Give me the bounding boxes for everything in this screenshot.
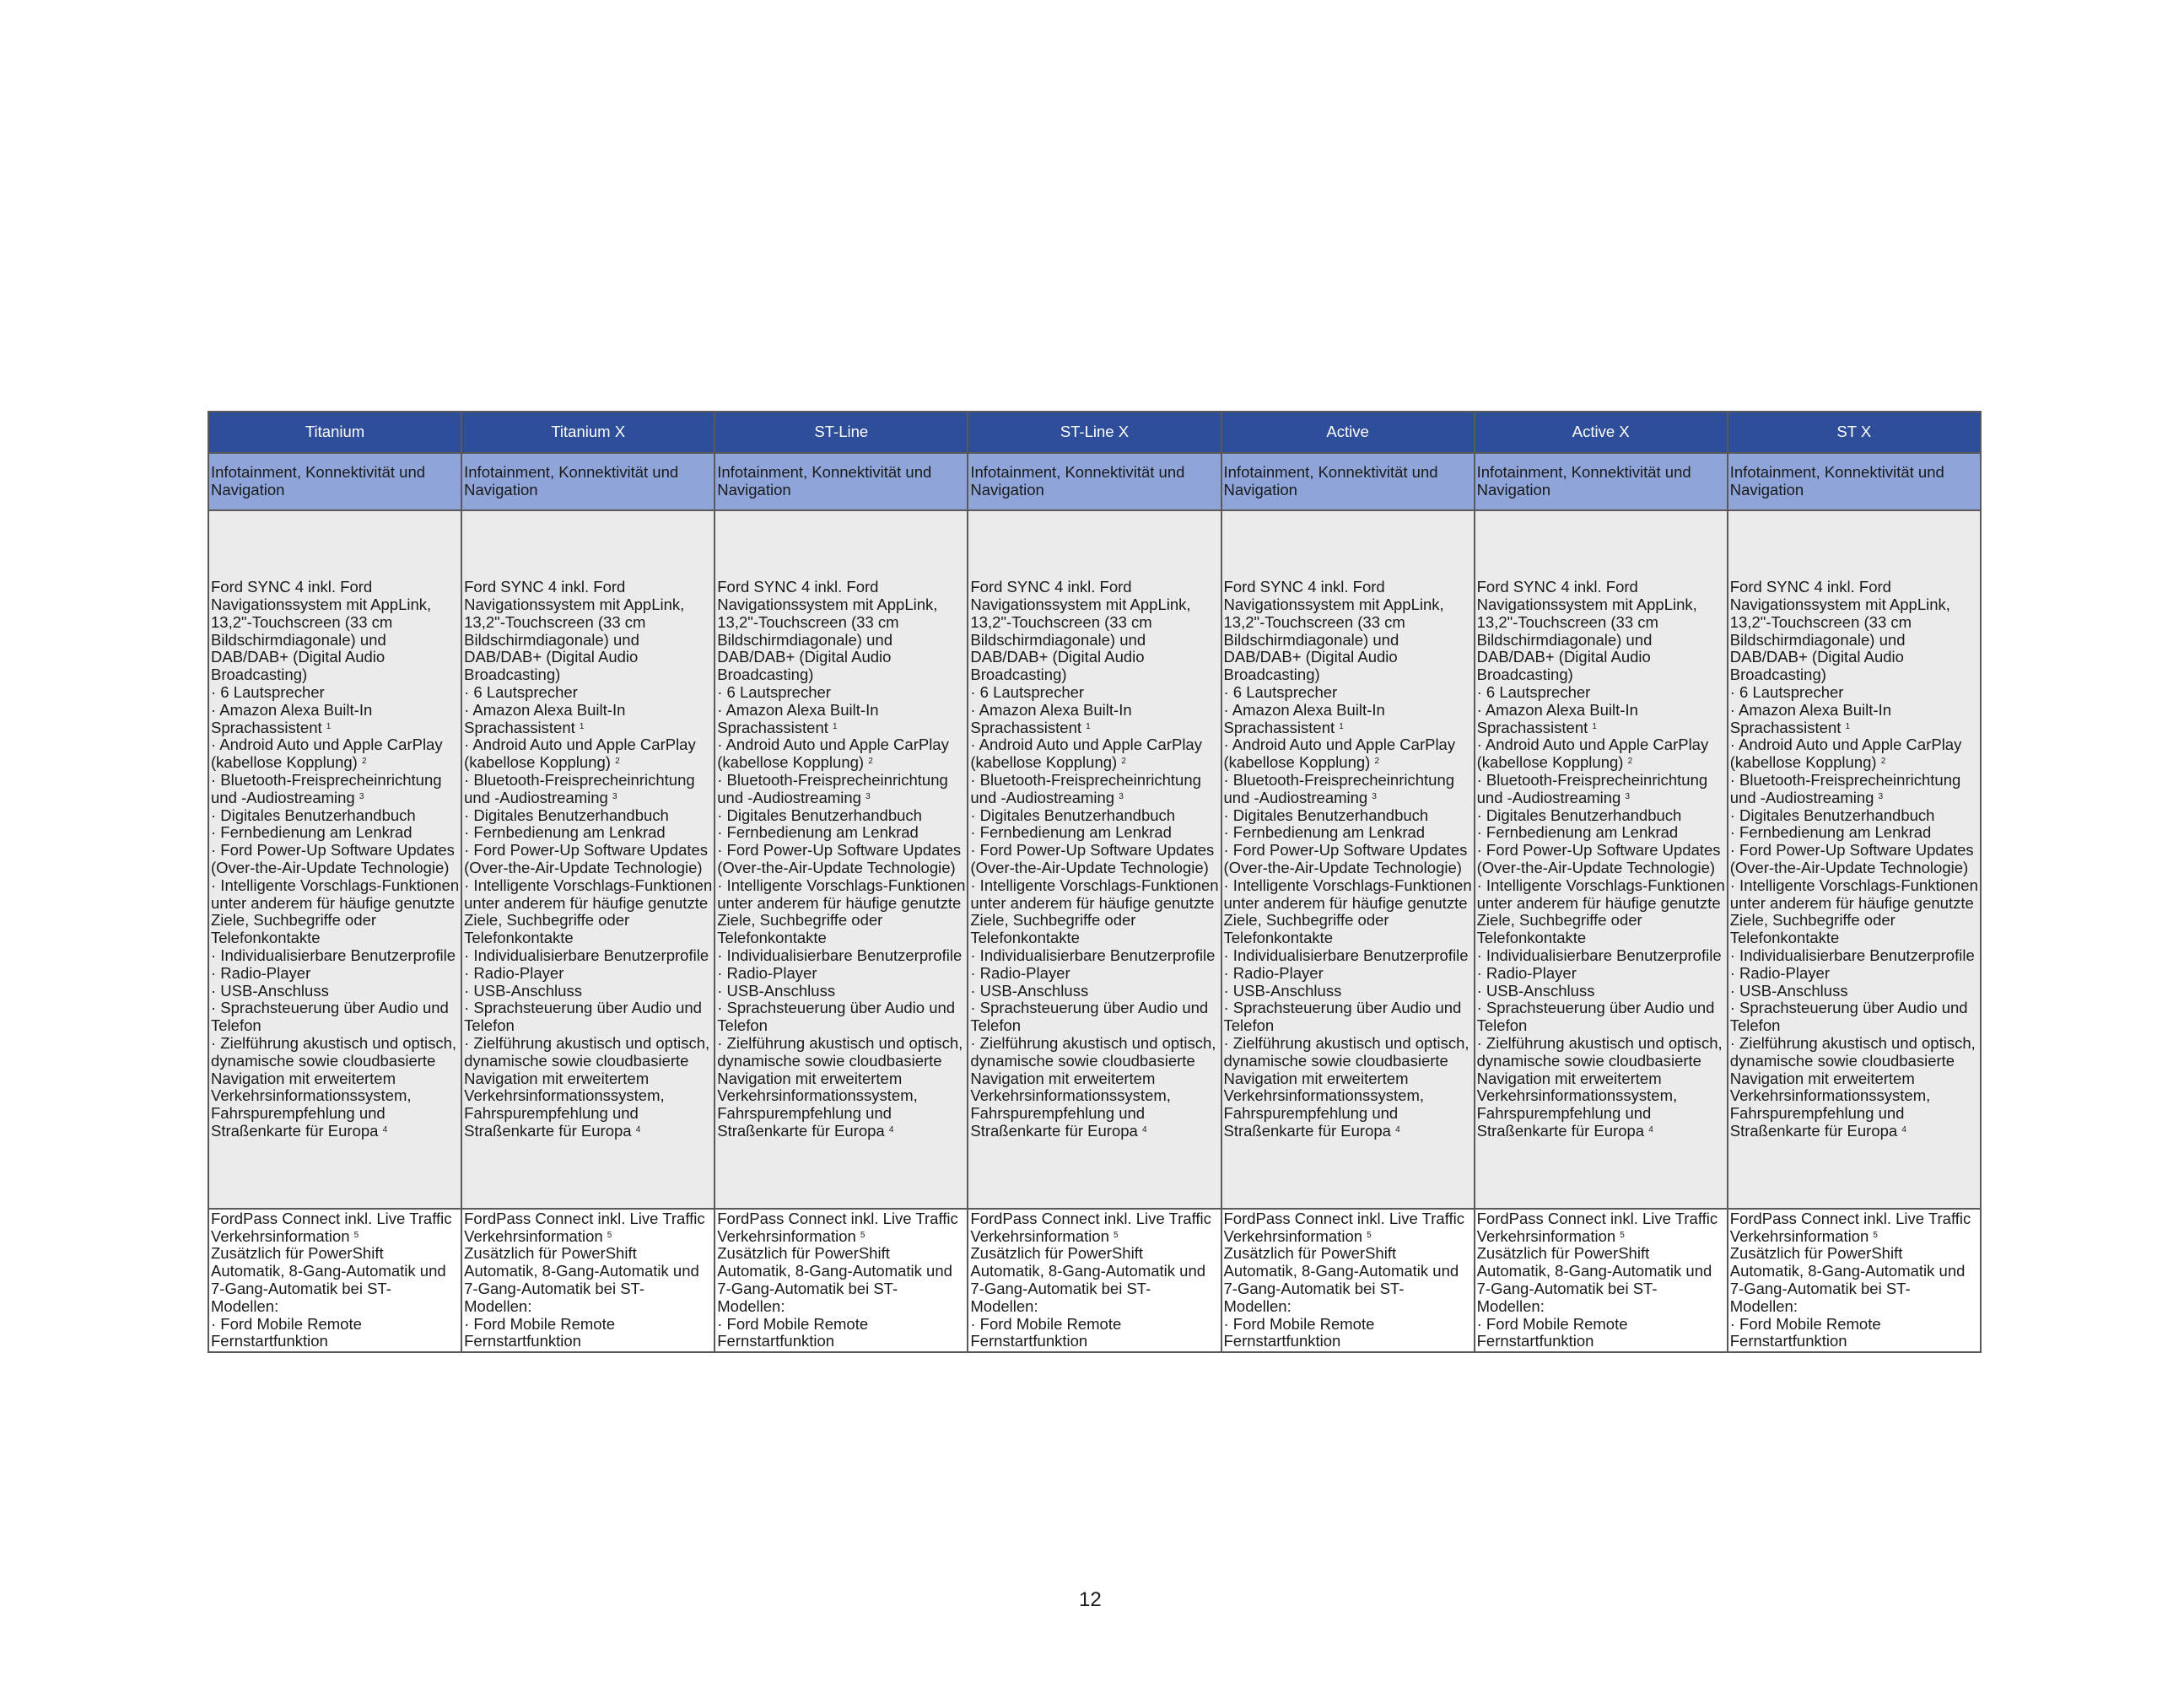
fordpass-connect-text: FordPass Connect inkl. Live Traffic Verkehrsinformation — [211, 1209, 452, 1245]
footnote-marker: 2 — [1374, 757, 1380, 767]
feature-item: · Zielführung akustisch und optisch, dynamische sowie cloudbasierte Navigation mit erweitertem Verkehrsinformationssystem, Fahrspurempfehlung und Straßenkarte für Europa — [211, 1033, 457, 1140]
feature-item: · Digitales Benutzerhandbuch — [211, 806, 416, 824]
fordpass-connect-text: FordPass Connect inkl. Live Traffic Verkehrsinformation — [970, 1209, 1211, 1245]
features-intro: Ford SYNC 4 inkl. Ford Navigationssystem mit AppLink, 13,2"-Touchscreen (33 cm Bildschirmdiagonale) und DAB/DAB+ (Digital Audio Broadcasting) — [1223, 578, 1444, 684]
footnote-marker: 4 — [1901, 1124, 1906, 1135]
trim-header-row — [208, 412, 1981, 453]
feature-item: · USB-Anschluss — [211, 981, 329, 1000]
footnote-marker: 1 — [326, 721, 332, 731]
feature-item: · 6 Lautsprecher — [970, 683, 1085, 702]
features-cell — [1728, 510, 1981, 1209]
footnote-marker: 5 — [353, 1230, 359, 1240]
feature-item: · Fernbedienung am Lenkrad — [717, 823, 919, 842]
feature-item: · USB-Anschluss — [1223, 981, 1342, 1000]
footnote-marker: 3 — [866, 791, 871, 801]
features-intro: Ford SYNC 4 inkl. Ford Navigationssystem mit AppLink, 13,2"-Touchscreen (33 cm Bildschirmdiagonale) und DAB/DAB+ (Digital Audio Broadcasting) — [464, 578, 685, 684]
feature-item: · Intelligente Vorschlags-Funktionen unter anderem für häufige genutzte Ziele, Suchbegriffe oder Telefonkontakte — [1476, 876, 1725, 947]
feature-item: · Digitales Benutzerhandbuch — [1729, 806, 1935, 824]
footnote-marker: 2 — [1121, 757, 1126, 767]
features-text — [464, 579, 712, 1140]
feature-item: · Fernbedienung am Lenkrad — [1223, 823, 1426, 842]
feature-item: · 6 Lautsprecher — [464, 683, 578, 702]
feature-item: · USB-Anschluss — [464, 981, 582, 1000]
feature-item: · Android Auto und Apple CarPlay (kabellose Kopplung) — [1476, 736, 1709, 772]
feature-item: · 6 Lautsprecher — [717, 683, 831, 702]
footnote-marker: 5 — [607, 1230, 612, 1240]
feature-item: · Amazon Alexa Built-In Sprachassistent — [1223, 700, 1385, 736]
feature-item: · Fernbedienung am Lenkrad — [211, 823, 413, 842]
footnote-marker: 1 — [1339, 721, 1344, 731]
feature-item: · Fernbedienung am Lenkrad — [1729, 823, 1932, 842]
feature-item: · Sprachsteuerung über Audio und Telefon — [1476, 999, 1715, 1035]
footnote-marker: 1 — [1086, 721, 1091, 731]
feature-item: · 6 Lautsprecher — [1729, 683, 1844, 702]
feature-item: · Fernbedienung am Lenkrad — [1476, 823, 1679, 842]
feature-item: · Sprachsteuerung über Audio und Telefon — [211, 999, 449, 1035]
connectivity-cell — [1475, 1209, 1728, 1352]
fordpass-connect-text: FordPass Connect inkl. Live Traffic Verkehrsinformation — [717, 1209, 958, 1245]
feature-item: · Radio-Player — [464, 963, 564, 982]
footnote-marker: 3 — [359, 791, 364, 801]
feature-item: · Radio-Player — [717, 963, 817, 982]
feature-item: · Sprachsteuerung über Audio und Telefon — [464, 999, 702, 1035]
connectivity-cell — [1221, 1209, 1475, 1352]
footnote-marker: 2 — [361, 757, 367, 767]
feature-item: · Ford Power-Up Software Updates (Over-the-Air-Update Technologie) — [717, 841, 962, 876]
footnote-marker: 2 — [615, 757, 620, 767]
feature-item: · Intelligente Vorschlags-Funktionen unter anderem für häufige genutzte Ziele, Suchbegriffe oder Telefonkontakte — [717, 876, 966, 947]
footnote-marker: 4 — [1395, 1124, 1400, 1135]
features-text — [970, 579, 1218, 1140]
feature-item: · Bluetooth-Freisprecheinrichtung und -Audiostreaming — [1223, 771, 1455, 806]
feature-item: · Sprachsteuerung über Audio und Telefon — [970, 999, 1209, 1035]
connectivity-text — [970, 1210, 1218, 1350]
features-intro: Ford SYNC 4 inkl. Ford Navigationssystem mit AppLink, 13,2"-Touchscreen (33 cm Bildschirmdiagonale) und DAB/DAB+ (Digital Audio Broadcasting) — [211, 578, 432, 684]
feature-item: · Radio-Player — [970, 963, 1070, 982]
feature-item: · Radio-Player — [211, 963, 311, 982]
feature-item: · Intelligente Vorschlags-Funktionen unter anderem für häufige genutzte Ziele, Suchbegriffe oder Telefonkontakte — [970, 876, 1219, 947]
connectivity-cell — [715, 1209, 968, 1352]
section-title-cell: Infotainment, Konnektivität und Navigation — [1728, 453, 1981, 510]
feature-item: · USB-Anschluss — [717, 981, 836, 1000]
feature-item: · Intelligente Vorschlags-Funktionen unter anderem für häufige genutzte Ziele, Suchbegriffe oder Telefonkontakte — [464, 876, 713, 947]
fordpass-connect-text: FordPass Connect inkl. Live Traffic Verkehrsinformation — [1476, 1209, 1718, 1245]
feature-item: · Radio-Player — [1476, 963, 1577, 982]
feature-item: · Radio-Player — [1729, 963, 1830, 982]
feature-item: · USB-Anschluss — [1729, 981, 1848, 1000]
powershift-note: Zusätzlich für PowerShift Automatik, 8-Gang-Automatik und 7-Gang-Automatik bei ST- Modellen: · Ford Mobile Remote Fernstartfunktion — [464, 1244, 699, 1350]
feature-item: · Android Auto und Apple CarPlay (kabellose Kopplung) — [970, 736, 1202, 772]
connectivity-cell — [461, 1209, 715, 1352]
feature-item: · Digitales Benutzerhandbuch — [1223, 806, 1429, 824]
feature-item: · Amazon Alexa Built-In Sprachassistent — [1476, 700, 1638, 736]
feature-item: · Ford Power-Up Software Updates (Over-the-Air-Update Technologie) — [464, 841, 709, 876]
features-cell — [461, 510, 715, 1209]
features-row — [208, 510, 1981, 1209]
features-intro: Ford SYNC 4 inkl. Ford Navigationssystem mit AppLink, 13,2"-Touchscreen (33 cm Bildschirmdiagonale) und DAB/DAB+ (Digital Audio Broadcasting) — [1476, 578, 1697, 684]
connectivity-text — [1477, 1210, 1725, 1350]
feature-item: · Sprachsteuerung über Audio und Telefon — [717, 999, 956, 1035]
features-cell — [968, 510, 1221, 1209]
trim-header-titanium-x: Titanium X — [461, 412, 715, 453]
features-cell — [1475, 510, 1728, 1209]
feature-item: · Intelligente Vorschlags-Funktionen unter anderem für häufige genutzte Ziele, Suchbegriffe oder Telefonkontakte — [1223, 876, 1472, 947]
features-cell — [1221, 510, 1475, 1209]
feature-item: · Android Auto und Apple CarPlay (kabellose Kopplung) — [1729, 736, 1962, 772]
footnote-marker: 5 — [1620, 1230, 1625, 1240]
feature-item: · Digitales Benutzerhandbuch — [1476, 806, 1682, 824]
footnote-marker: 4 — [635, 1124, 641, 1135]
features-text — [717, 579, 965, 1140]
powershift-note: Zusätzlich für PowerShift Automatik, 8-Gang-Automatik und 7-Gang-Automatik bei ST- Modellen: · Ford Mobile Remote Fernstartfunktion — [1729, 1244, 1966, 1350]
footnote-marker: 3 — [1119, 791, 1124, 801]
powershift-note: Zusätzlich für PowerShift Automatik, 8-Gang-Automatik und 7-Gang-Automatik bei ST- Modellen: · Ford Mobile Remote Fernstartfunktion — [1223, 1244, 1459, 1350]
feature-item: · Digitales Benutzerhandbuch — [717, 806, 922, 824]
feature-item: · Zielführung akustisch und optisch, dynamische sowie cloudbasierte Navigation mit erweitertem Verkehrsinformationssystem, Fahrspurempfehlung und Straßenkarte für Europa — [1476, 1033, 1723, 1140]
feature-item: · Zielführung akustisch und optisch, dynamische sowie cloudbasierte Navigation mit erweitertem Verkehrsinformationssystem, Fahrspurempfehlung und Straßenkarte für Europa — [970, 1033, 1216, 1140]
connectivity-row — [208, 1209, 1981, 1352]
features-intro: Ford SYNC 4 inkl. Ford Navigationssystem mit AppLink, 13,2"-Touchscreen (33 cm Bildschirmdiagonale) und DAB/DAB+ (Digital Audio Broadcasting) — [1729, 578, 1950, 684]
feature-item: · Android Auto und Apple CarPlay (kabellose Kopplung) — [211, 736, 443, 772]
connectivity-text — [1224, 1210, 1472, 1350]
feature-item: · Zielführung akustisch und optisch, dynamische sowie cloudbasierte Navigation mit erweitertem Verkehrsinformationssystem, Fahrspurempfehlung und Straßenkarte für Europa — [1729, 1033, 1976, 1140]
section-title-cell: Infotainment, Konnektivität und Navigation — [715, 453, 968, 510]
connectivity-text — [1730, 1210, 1978, 1350]
footnote-marker: 5 — [1873, 1230, 1878, 1240]
feature-item: · Radio-Player — [1223, 963, 1324, 982]
feature-item: · Ford Power-Up Software Updates (Over-the-Air-Update Technologie) — [970, 841, 1215, 876]
features-text — [1224, 579, 1472, 1140]
trim-comparison-table — [208, 411, 1982, 1353]
feature-item: · Bluetooth-Freisprecheinrichtung und -Audiostreaming — [1476, 771, 1708, 806]
feature-item: · 6 Lautsprecher — [211, 683, 325, 702]
feature-item: · Intelligente Vorschlags-Funktionen unter anderem für häufige genutzte Ziele, Suchbegriffe oder Telefonkontakte — [211, 876, 460, 947]
feature-item: · Individualisierbare Benutzerprofile — [211, 946, 456, 964]
feature-item: · Fernbedienung am Lenkrad — [970, 823, 1172, 842]
footnote-marker: 5 — [1114, 1230, 1119, 1240]
feature-item: · Ford Power-Up Software Updates (Over-the-Air-Update Technologie) — [1476, 841, 1721, 876]
footnote-marker: 4 — [382, 1124, 388, 1135]
fordpass-connect-text: FordPass Connect inkl. Live Traffic Verkehrsinformation — [1729, 1209, 1971, 1245]
feature-item: · Sprachsteuerung über Audio und Telefon — [1729, 999, 1968, 1035]
footnote-marker: 5 — [860, 1230, 866, 1240]
feature-item: · 6 Lautsprecher — [1476, 683, 1591, 702]
footnote-marker: 2 — [868, 757, 873, 767]
section-title-row — [208, 453, 1981, 510]
powershift-note: Zusätzlich für PowerShift Automatik, 8-Gang-Automatik und 7-Gang-Automatik bei ST- Modellen: · Ford Mobile Remote Fernstartfunktion — [717, 1244, 952, 1350]
feature-item: · Amazon Alexa Built-In Sprachassistent — [970, 700, 1132, 736]
feature-item: · Individualisierbare Benutzerprofile — [1223, 946, 1469, 964]
trim-header-titanium: Titanium — [208, 412, 461, 453]
fordpass-connect-text: FordPass Connect inkl. Live Traffic Verkehrsinformation — [1223, 1209, 1465, 1245]
footnote-marker: 2 — [1627, 757, 1633, 767]
feature-item: · Intelligente Vorschlags-Funktionen unter anderem für häufige genutzte Ziele, Suchbegriffe oder Telefonkontakte — [1729, 876, 1978, 947]
feature-item: · USB-Anschluss — [970, 981, 1089, 1000]
trim-header-active-x: Active X — [1475, 412, 1728, 453]
fordpass-connect-text: FordPass Connect inkl. Live Traffic Verkehrsinformation — [464, 1209, 705, 1245]
powershift-note: Zusätzlich für PowerShift Automatik, 8-Gang-Automatik und 7-Gang-Automatik bei ST- Modellen: · Ford Mobile Remote Fernstartfunktion — [970, 1244, 1206, 1350]
features-intro: Ford SYNC 4 inkl. Ford Navigationssystem mit AppLink, 13,2"-Touchscreen (33 cm Bildschirmdiagonale) und DAB/DAB+ (Digital Audio Broadcasting) — [717, 578, 938, 684]
feature-item: · 6 Lautsprecher — [1223, 683, 1338, 702]
features-intro: Ford SYNC 4 inkl. Ford Navigationssystem mit AppLink, 13,2"-Touchscreen (33 cm Bildschirmdiagonale) und DAB/DAB+ (Digital Audio Broadcasting) — [970, 578, 1191, 684]
connectivity-cell — [968, 1209, 1221, 1352]
feature-item: · Individualisierbare Benutzerprofile — [1476, 946, 1722, 964]
feature-item: · Individualisierbare Benutzerprofile — [464, 946, 709, 964]
feature-item: · Ford Power-Up Software Updates (Over-the-Air-Update Technologie) — [1223, 841, 1468, 876]
feature-item: · Bluetooth-Freisprecheinrichtung und -Audiostreaming — [1729, 771, 1961, 806]
feature-item: · Sprachsteuerung über Audio und Telefon — [1223, 999, 1462, 1035]
feature-item: · Zielführung akustisch und optisch, dynamische sowie cloudbasierte Navigation mit erweitertem Verkehrsinformationssystem, Fahrspurempfehlung und Straßenkarte für Europa — [464, 1033, 710, 1140]
feature-item: · Bluetooth-Freisprecheinrichtung und -Audiostreaming — [970, 771, 1201, 806]
trim-header-st-line-x: ST-Line X — [968, 412, 1221, 453]
feature-item: · Zielführung akustisch und optisch, dynamische sowie cloudbasierte Navigation mit erweitertem Verkehrsinformationssystem, Fahrspurempfehlung und Straßenkarte für Europa — [717, 1033, 963, 1140]
feature-item: · Individualisierbare Benutzerprofile — [1729, 946, 1975, 964]
section-title-cell: Infotainment, Konnektivität und Navigation — [968, 453, 1221, 510]
features-text — [1477, 579, 1725, 1140]
footnote-marker: 1 — [833, 721, 838, 731]
section-title-cell: Infotainment, Konnektivität und Navigation — [461, 453, 715, 510]
feature-item: · Fernbedienung am Lenkrad — [464, 823, 666, 842]
footnote-marker: 3 — [1372, 791, 1377, 801]
trim-header-active: Active — [1221, 412, 1475, 453]
feature-item: · Bluetooth-Freisprecheinrichtung und -Audiostreaming — [464, 771, 695, 806]
footnote-marker: 1 — [579, 721, 585, 731]
feature-item: · Amazon Alexa Built-In Sprachassistent — [1729, 700, 1892, 736]
feature-item: · Zielführung akustisch und optisch, dynamische sowie cloudbasierte Navigation mit erweitertem Verkehrsinformationssystem, Fahrspurempfehlung und Straßenkarte für Europa — [1223, 1033, 1469, 1140]
trim-header-st-line: ST-Line — [715, 412, 968, 453]
feature-item: · Bluetooth-Freisprecheinrichtung und -Audiostreaming — [717, 771, 948, 806]
feature-item: · Individualisierbare Benutzerprofile — [717, 946, 963, 964]
feature-item: · Amazon Alexa Built-In Sprachassistent — [717, 700, 879, 736]
connectivity-text — [211, 1210, 459, 1350]
connectivity-text — [464, 1210, 712, 1350]
footnote-marker: 2 — [1880, 757, 1886, 767]
footnote-marker: 4 — [1141, 1124, 1147, 1135]
footnote-marker: 4 — [888, 1124, 894, 1135]
footnote-marker: 3 — [1625, 791, 1631, 801]
footnote-marker: 3 — [612, 791, 617, 801]
section-title-cell: Infotainment, Konnektivität und Navigation — [208, 453, 461, 510]
feature-item: · Android Auto und Apple CarPlay (kabellose Kopplung) — [717, 736, 949, 772]
page-number: 12 — [1079, 1588, 1102, 1611]
features-cell — [715, 510, 968, 1209]
feature-item: · Bluetooth-Freisprecheinrichtung und -Audiostreaming — [211, 771, 442, 806]
section-title-cell: Infotainment, Konnektivität und Navigation — [1221, 453, 1475, 510]
feature-item: · Android Auto und Apple CarPlay (kabellose Kopplung) — [464, 736, 696, 772]
powershift-note: Zusätzlich für PowerShift Automatik, 8-Gang-Automatik und 7-Gang-Automatik bei ST- Modellen: · Ford Mobile Remote Fernstartfunktion — [1476, 1244, 1712, 1350]
feature-item: · Ford Power-Up Software Updates (Over-the-Air-Update Technologie) — [211, 841, 455, 876]
connectivity-cell — [208, 1209, 461, 1352]
feature-item: · Amazon Alexa Built-In Sprachassistent — [464, 700, 626, 736]
trim-header-st-x: ST X — [1728, 412, 1981, 453]
features-cell — [208, 510, 461, 1209]
footnote-marker: 5 — [1367, 1230, 1372, 1240]
connectivity-cell — [1728, 1209, 1981, 1352]
feature-item: · Ford Power-Up Software Updates (Over-the-Air-Update Technologie) — [1729, 841, 1974, 876]
feature-item: · Digitales Benutzerhandbuch — [464, 806, 669, 824]
connectivity-text — [717, 1210, 965, 1350]
feature-item: · Android Auto und Apple CarPlay (kabellose Kopplung) — [1223, 736, 1456, 772]
feature-item: · USB-Anschluss — [1476, 981, 1595, 1000]
feature-item: · Amazon Alexa Built-In Sprachassistent — [211, 700, 373, 736]
footnote-marker: 1 — [1845, 721, 1851, 731]
powershift-note: Zusätzlich für PowerShift Automatik, 8-Gang-Automatik und 7-Gang-Automatik bei ST- Modellen: · Ford Mobile Remote Fernstartfunktion — [211, 1244, 446, 1350]
footnote-marker: 4 — [1648, 1124, 1653, 1135]
footnote-marker: 1 — [1592, 721, 1597, 731]
section-title-cell: Infotainment, Konnektivität und Navigation — [1475, 453, 1728, 510]
features-text — [211, 579, 459, 1140]
feature-item: · Digitales Benutzerhandbuch — [970, 806, 1176, 824]
features-text — [1730, 579, 1978, 1140]
footnote-marker: 3 — [1878, 791, 1884, 801]
feature-item: · Individualisierbare Benutzerprofile — [970, 946, 1216, 964]
